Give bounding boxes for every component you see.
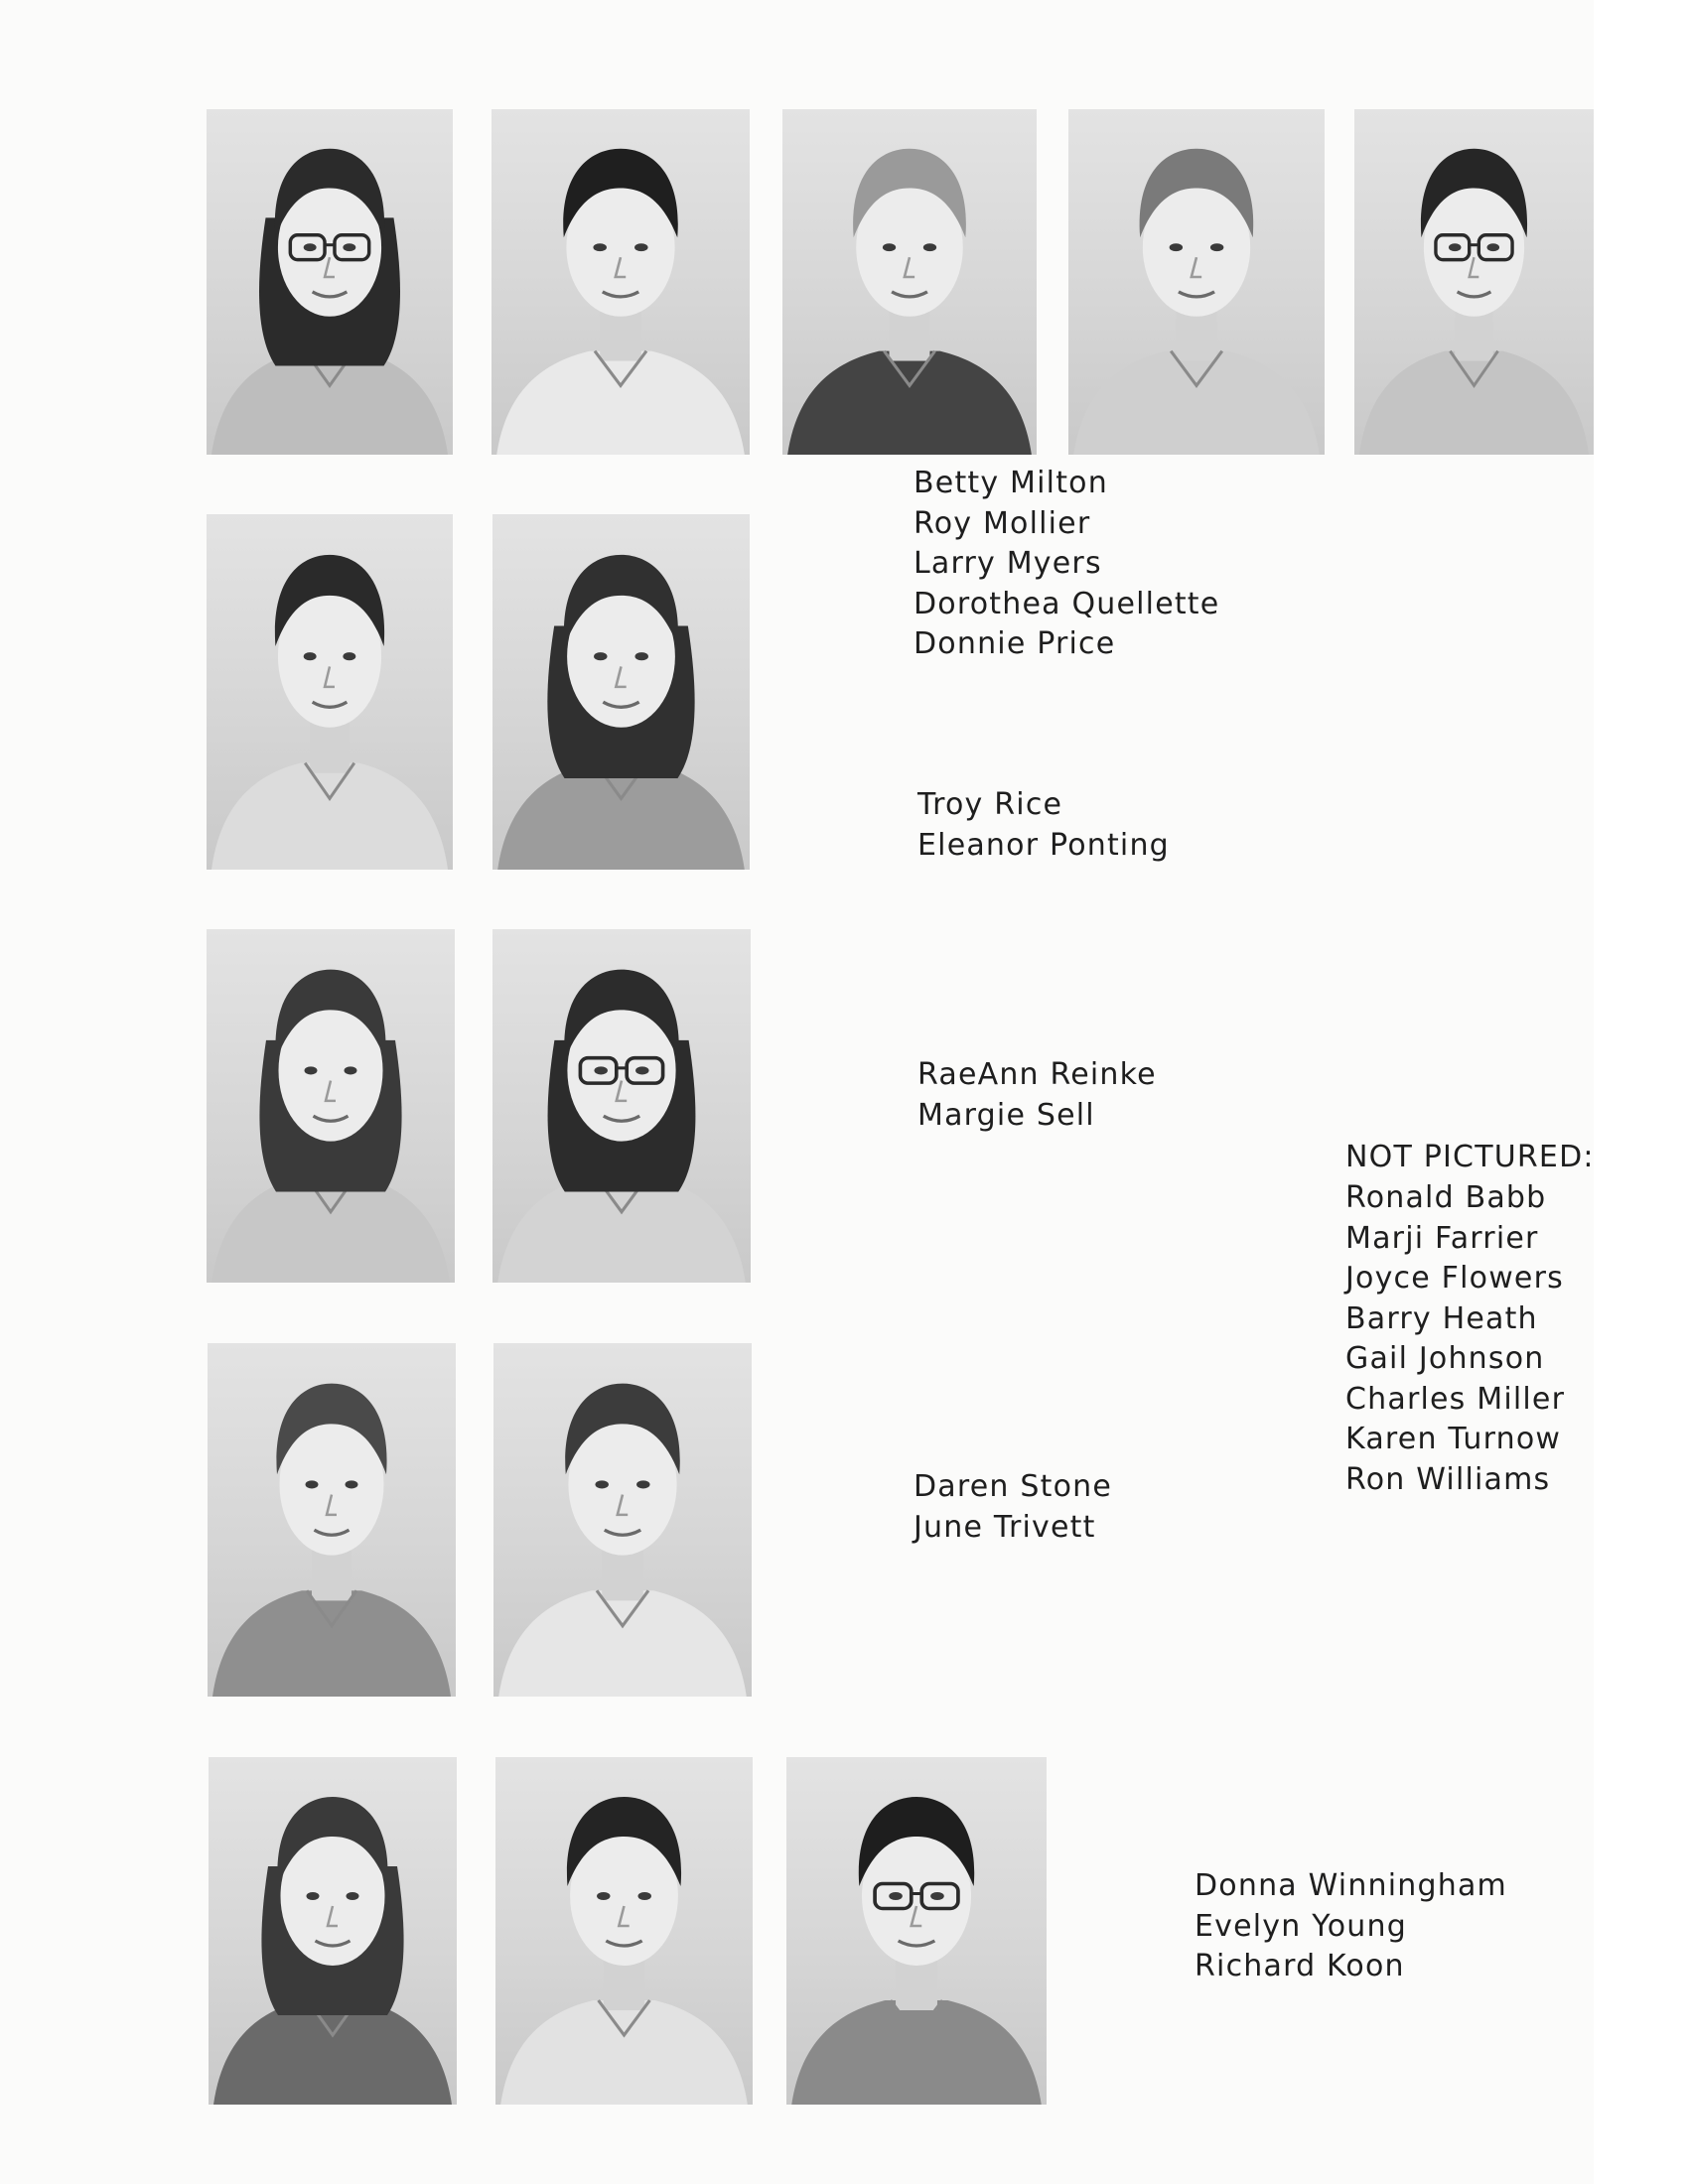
eye <box>636 1480 650 1488</box>
eye <box>593 243 607 251</box>
eye <box>1487 243 1500 251</box>
student-name: Dorothea Quellette <box>914 586 1220 621</box>
eye <box>347 1892 359 1900</box>
clothing <box>496 351 745 455</box>
eye <box>345 1066 357 1074</box>
eye <box>634 243 648 251</box>
portrait-photo <box>207 109 453 455</box>
portrait-photo <box>495 1757 753 2105</box>
eye <box>889 1892 903 1900</box>
portrait-photo <box>786 1757 1047 2105</box>
eye <box>637 1892 650 1900</box>
not-pictured-name: Ronald Babb <box>1345 1180 1547 1215</box>
eye <box>306 1480 319 1488</box>
eye <box>1210 243 1223 251</box>
eye <box>1449 243 1462 251</box>
clothing <box>211 351 448 455</box>
student-name: Roy Mollier <box>914 505 1091 541</box>
portrait-silhouette <box>209 1757 457 2105</box>
student-name: Eleanor Ponting <box>917 827 1170 863</box>
eye <box>634 652 647 660</box>
student-name: Daren Stone <box>914 1469 1112 1504</box>
student-name: Donnie Price <box>914 626 1116 661</box>
clothing <box>787 351 1032 455</box>
eye <box>1170 243 1183 251</box>
portrait-photo <box>493 1343 752 1697</box>
not-pictured-name: Joyce Flowers <box>1345 1261 1564 1296</box>
eye <box>595 1480 609 1488</box>
clothing <box>500 2000 748 2105</box>
student-name: RaeAnn Reinke <box>917 1057 1157 1092</box>
portrait-silhouette <box>495 1757 753 2105</box>
portrait-silhouette <box>782 109 1037 455</box>
caption-names <box>917 785 1170 866</box>
clothing <box>212 1590 451 1697</box>
student-name: Donna Winningham <box>1195 1868 1507 1903</box>
portrait-silhouette <box>786 1757 1047 2105</box>
student-name: Troy Rice <box>917 787 1063 822</box>
not-pictured-heading: NOT PICTURED: <box>1345 1140 1595 1174</box>
eye <box>307 1892 320 1900</box>
eye <box>883 243 896 251</box>
not-pictured-name: Charles Miller <box>1345 1381 1566 1417</box>
clothing <box>791 2000 1042 2105</box>
not-pictured-name: Karen Turnow <box>1345 1422 1562 1456</box>
portrait-silhouette <box>492 109 750 455</box>
eye <box>594 652 607 660</box>
portrait-photo <box>208 1343 456 1697</box>
student-name: Richard Koon <box>1195 1949 1405 1983</box>
portrait-silhouette <box>207 929 455 1283</box>
clothing <box>213 2000 452 2105</box>
not-pictured-name: Marji Farrier <box>1345 1220 1539 1256</box>
portrait-photo <box>492 514 750 870</box>
clothing <box>497 1176 746 1283</box>
student-name: Margie Sell <box>917 1097 1095 1133</box>
portrait-silhouette <box>492 929 751 1283</box>
eye <box>597 1892 610 1900</box>
portrait-photo <box>1068 109 1325 455</box>
portrait-silhouette <box>207 109 453 455</box>
portrait-photo <box>207 929 455 1283</box>
portrait-photo <box>207 514 453 870</box>
portrait-silhouette <box>1354 109 1594 455</box>
eye <box>343 243 355 251</box>
student-name: Evelyn Young <box>1195 1908 1407 1944</box>
not-pictured-name: Ron Williams <box>1345 1461 1551 1497</box>
portrait-photo <box>782 109 1037 455</box>
portrait-silhouette <box>492 514 750 870</box>
clothing <box>211 763 448 870</box>
portrait-silhouette <box>208 1343 456 1697</box>
caption-names <box>1195 1866 1507 1987</box>
not-pictured-name: Gail Johnson <box>1345 1341 1545 1376</box>
eye <box>343 652 355 660</box>
student-name: Betty Milton <box>914 466 1108 500</box>
clothing <box>497 763 745 870</box>
portrait-photo <box>492 929 751 1283</box>
eye <box>304 243 317 251</box>
clothing <box>1359 351 1589 455</box>
not-pictured-list <box>1345 1178 1565 1500</box>
portrait-silhouette <box>493 1343 752 1697</box>
clothing <box>1073 351 1320 455</box>
page-margin <box>1594 0 1688 2184</box>
clothing <box>211 1176 450 1283</box>
not-pictured-name: Barry Heath <box>1345 1300 1538 1336</box>
portrait-photo <box>492 109 750 455</box>
portrait-silhouette <box>1068 109 1325 455</box>
eye <box>304 652 317 660</box>
student-name: Larry Myers <box>914 546 1102 581</box>
eye <box>594 1066 608 1074</box>
eye <box>346 1480 358 1488</box>
portrait-photo <box>1354 109 1594 455</box>
caption-names <box>914 464 1219 665</box>
eye <box>635 1066 649 1074</box>
portrait-silhouette <box>207 514 453 870</box>
portrait-photo <box>209 1757 457 2105</box>
caption-names <box>914 1467 1112 1548</box>
student-name: June Trivett <box>914 1509 1096 1545</box>
caption-names <box>917 1055 1157 1136</box>
eye <box>305 1066 318 1074</box>
clothing <box>498 1590 747 1697</box>
eye <box>923 243 936 251</box>
eye <box>930 1892 944 1900</box>
